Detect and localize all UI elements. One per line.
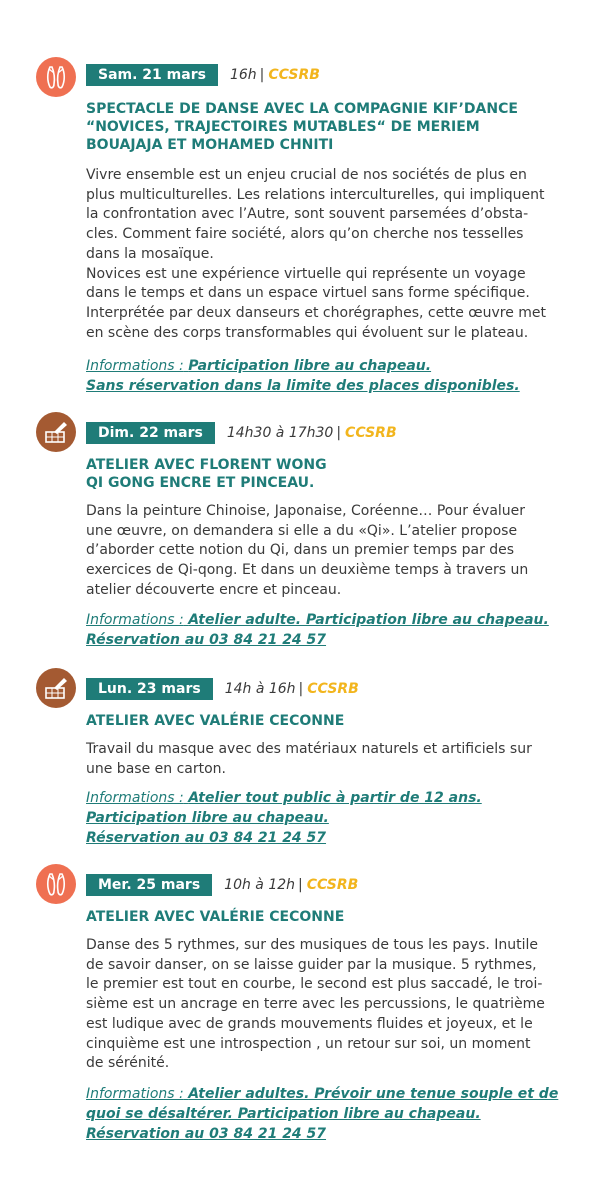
info-value: Atelier adultes. Prévoir une tenue souple et de: [188, 1086, 559, 1102]
info-line[interactable]: [86, 1104, 556, 1124]
body-line: Vivre ensemble est un enjeu crucial de nos sociétés de plus en: [86, 167, 527, 183]
info-line[interactable]: [86, 630, 556, 650]
event-meta: [86, 874, 358, 896]
event-title: [86, 908, 556, 926]
separator: |: [259, 67, 265, 83]
event-description: [86, 502, 546, 601]
event-meta: [86, 678, 359, 700]
info-value: Réservation au 03 84 21 24 57: [86, 1126, 327, 1142]
title-line: ATELIER AVEC FLORENT WONG: [86, 457, 327, 473]
event-description: [86, 740, 546, 779]
event-info[interactable]: [86, 1084, 559, 1144]
body-line: exercices de Qi-qong. Et dans un deuxième temps à travers un: [86, 562, 529, 579]
body-line: Novices est une expérience virtuelle qui représente un voyage: [86, 265, 526, 282]
info-value: Atelier adulte. Participation libre au chapeau.: [188, 612, 549, 628]
body-line: une œuvre, on demandera si elle a du «Qi». L’atelier propose: [86, 522, 518, 539]
info-line[interactable]: [86, 376, 556, 396]
painting-workshop-icon: [36, 412, 76, 452]
info-value: quoi se désaltérer. Participation libre au chapeau.: [86, 1106, 481, 1122]
body-line: cinquième est une introspection , un retour sur soi, un moment: [86, 1035, 531, 1052]
info-line[interactable]: [86, 828, 556, 848]
title-line: ATELIER AVEC VALÉRIE CECONNE: [86, 909, 345, 925]
event-info[interactable]: [86, 788, 556, 848]
body-line: en scène des corps transformables qui évoluent sur le plateau.: [86, 324, 529, 341]
info-line[interactable]: [86, 610, 556, 630]
info-value: Réservation au 03 84 21 24 57: [86, 830, 327, 846]
body-line: dans la mosaïque.: [86, 245, 214, 262]
event-venue: CCSRB: [268, 67, 320, 83]
event-time: 10h à 12h: [224, 877, 296, 893]
title-line: “NOVICES, TRAJECTOIRES MUTABLES“ DE MERIEM: [86, 119, 480, 135]
body-line: dans le temps et dans un espace virtuel sans forme spécifique.: [86, 285, 530, 302]
body-line: atelier découverte encre et pinceau.: [86, 581, 342, 598]
event-title: [86, 100, 556, 154]
body-line: cles. Comment faire société, alors qu’on cherche nos tesselles: [86, 226, 524, 243]
info-label: Informations :: [86, 358, 184, 374]
title-line: QI GONG ENCRE ET PINCEAU.: [86, 475, 315, 491]
event-time: 14h30 à 17h30: [226, 425, 334, 441]
info-line[interactable]: [86, 788, 556, 808]
info-value: Sans réservation dans la limite des places disponibles.: [86, 378, 520, 394]
info-value: Réservation au 03 84 21 24 57: [86, 632, 327, 648]
body-line: Travail du masque avec des matériaux naturels et artificiels sur: [86, 741, 532, 757]
info-value: Atelier tout public à partir de 12 ans.: [188, 790, 482, 806]
event-title: [86, 712, 556, 730]
body-line: de savoir danser, on se laisse guider par la musique. 5 rythmes,: [86, 956, 537, 973]
event-description: [86, 936, 546, 1074]
info-line[interactable]: [86, 1084, 559, 1104]
dance-shoes-icon: [36, 57, 76, 97]
event-venue: CCSRB: [306, 877, 359, 893]
date-badge: Lun. 23 mars: [86, 678, 213, 700]
title-line: BOUAJAJA ET MOHAMED CHNITI: [86, 137, 334, 153]
separator: |: [298, 681, 304, 697]
event-venue: CCSRB: [345, 425, 397, 441]
event-meta: [86, 422, 397, 444]
info-line[interactable]: [86, 356, 556, 376]
title-line: SPECTACLE DE DANSE AVEC LA COMPAGNIE KIF’DANCE: [86, 101, 518, 117]
body-line: Interprétée par deux danseurs et chorégraphes, cette œuvre met: [86, 304, 546, 321]
info-value: Participation libre au chapeau.: [86, 810, 329, 826]
date-badge: Dim. 22 mars: [86, 422, 215, 444]
event-info[interactable]: [86, 356, 556, 396]
info-line[interactable]: [86, 1124, 556, 1144]
info-label: Informations :: [86, 1086, 184, 1102]
event-time: 14h à 16h: [224, 681, 296, 697]
painting-workshop-icon: [36, 668, 76, 708]
event-title: [86, 456, 556, 492]
body-line: de sérénité.: [86, 1055, 170, 1072]
body-line: est ludique avec de grands mouvements fluides et joyeux, et le: [86, 1015, 533, 1032]
title-line: ATELIER AVEC VALÉRIE CECONNE: [86, 713, 345, 729]
separator: |: [336, 425, 342, 441]
body-line: une base en carton.: [86, 760, 226, 777]
event-meta: [86, 64, 320, 86]
event-info[interactable]: [86, 610, 556, 650]
info-line[interactable]: [86, 808, 556, 828]
body-line: sième est un ancrage en terre avec les percussions, le quatrième: [86, 996, 545, 1013]
body-line: d’aborder cette notion du Qi, dans un premier temps par des: [86, 542, 515, 559]
body-line: Danse des 5 rythmes, sur des musiques de tous les pays. Inutile: [86, 937, 539, 953]
separator: |: [298, 877, 303, 893]
info-value: Participation libre au chapeau.: [188, 358, 432, 374]
body-line: plus multiculturelles. Les relations interculturelles, qui impliquent: [86, 186, 545, 203]
event-time: 16h: [229, 67, 257, 83]
body-line: la confrontation avec l’Autre, sont souvent parsemées d’obsta-: [86, 206, 529, 223]
date-badge: Sam. 21 mars: [86, 64, 218, 86]
body-line: le premier est tout en courbe, le second est plus saccadé, le troi-: [86, 976, 543, 993]
event-venue: CCSRB: [307, 681, 359, 697]
dance-shoes-icon: [36, 864, 76, 904]
info-label: Informations :: [86, 790, 184, 806]
info-label: Informations :: [86, 612, 184, 628]
date-badge: Mer. 25 mars: [86, 874, 212, 896]
body-line: Dans la peinture Chinoise, Japonaise, Coréenne… Pour évaluer: [86, 503, 526, 519]
event-description: [86, 166, 546, 343]
